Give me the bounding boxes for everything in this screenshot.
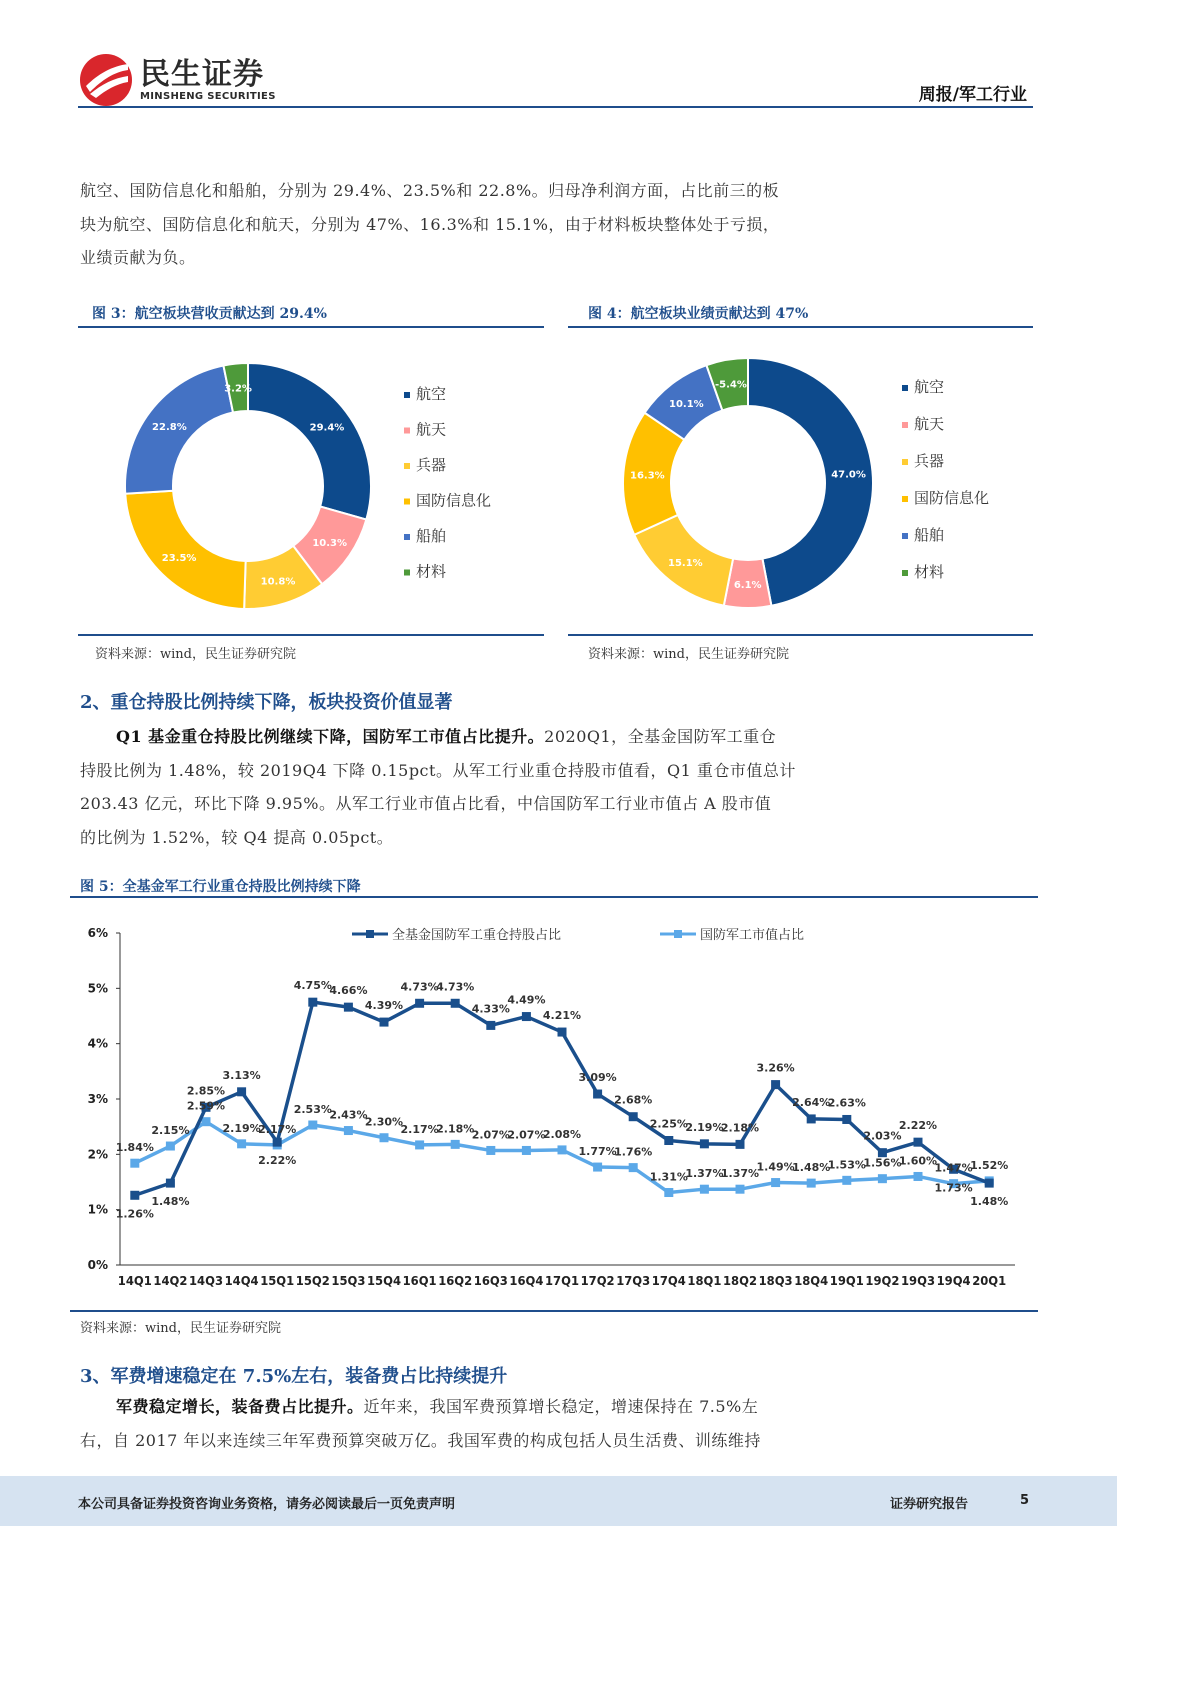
- fig5-series-0-label-16: 2.19%: [685, 1120, 724, 1134]
- fig5-y-tick-label-1: 1%: [87, 1202, 108, 1217]
- fig5-x-tick-label-0: 14Q1: [117, 1274, 152, 1288]
- section-2-line-3: 203.43 亿元，环比下降 9.95%。从军工行业市值占比看，中信国防军工行业市值占 A 股市值: [80, 794, 772, 813]
- intro-paragraph: [80, 174, 779, 275]
- fig5-series-1-point-0: [130, 1159, 139, 1168]
- fig4-legend-label-0: 航空: [914, 378, 945, 396]
- fig5-line-chart: [70, 900, 1038, 1308]
- fig5-x-tick-label-7: 15Q4: [367, 1274, 401, 1288]
- fig4-slice-label-2: 15.1%: [667, 558, 703, 570]
- fig5-series-1-label-12: 2.08%: [542, 1127, 582, 1141]
- fig5-series-0-point-6: [344, 1003, 353, 1012]
- fig5-series-0-label-24: 1.48%: [970, 1195, 1009, 1209]
- fig5-series-1-point-22: [914, 1172, 923, 1181]
- section-2-line-1: 2020Q1，全基金国防军工重仓: [544, 727, 777, 746]
- fig5-series-1-label-14: 1.76%: [614, 1145, 653, 1159]
- fig5-series-0-label-2: 2.85%: [186, 1084, 226, 1098]
- fig4-legend-marker-0: [902, 385, 908, 391]
- fig3-legend-label-3: 国防信息化: [416, 491, 492, 510]
- fig5-legend-marker-0: [366, 930, 374, 938]
- fig5-series-0-point-7: [380, 1018, 389, 1027]
- fig5-series-0-point-12: [558, 1028, 567, 1037]
- fig5-y-tick-label-6: 6%: [87, 926, 108, 940]
- footer-doc-type: 证券研究报告: [890, 1497, 969, 1512]
- fig5-series-0-point-17: [736, 1140, 745, 1149]
- brand-logo: [78, 52, 276, 108]
- fig5-series-1-point-3: [237, 1139, 246, 1148]
- fig5-series-0-label-21: 2.03%: [863, 1129, 902, 1143]
- fig5-series-0-point-8: [415, 999, 424, 1008]
- fig5-x-tick-label-20: 19Q1: [829, 1274, 864, 1288]
- fig5-series-0-point-1: [166, 1179, 175, 1188]
- fig5-series-1-label-18: 1.49%: [756, 1160, 795, 1174]
- footer-bar: [0, 1476, 1117, 1526]
- fig5-x-tick-label-14: 17Q3: [616, 1274, 651, 1288]
- fig5-series-0-point-20: [842, 1115, 851, 1124]
- fig5-x-tick-label-2: 14Q3: [189, 1274, 223, 1288]
- header-divider: [78, 106, 1033, 108]
- fig4-title: 图 4：航空板块业绩贡献达到 47%: [588, 306, 809, 322]
- fig5-series-1-label-23: 1.47%: [934, 1161, 973, 1175]
- fig5-legend-marker-1: [674, 930, 682, 938]
- fig5-series-0-label-14: 2.68%: [614, 1093, 653, 1107]
- fig5-x-tick-label-22: 19Q3: [901, 1274, 935, 1288]
- fig4-source: 资料来源：wind，民生证券研究院: [588, 647, 789, 662]
- fig5-series-1-point-5: [308, 1121, 317, 1130]
- fig4-legend-marker-4: [902, 533, 908, 539]
- section-2-title: 2、重仓持股比例持续下降，板块投资价值显著: [80, 692, 453, 713]
- fig5-series-0-label-17: 2.18%: [720, 1121, 760, 1135]
- fig5-series-1-point-20: [842, 1176, 851, 1185]
- fig5-y-tick-label-2: 2%: [87, 1147, 108, 1162]
- fig5-series-1-label-3: 2.19%: [222, 1121, 261, 1135]
- fig5-series-0-label-1: 1.48%: [151, 1195, 190, 1209]
- fig5-series-0-point-18: [771, 1080, 780, 1089]
- fig5-x-tick-label-15: 17Q4: [651, 1274, 686, 1288]
- fig4-legend-label-2: 兵器: [914, 452, 945, 470]
- fig5-source: 资料来源：wind，民生证券研究院: [80, 1321, 281, 1336]
- fig5-series-0-label-11: 4.49%: [507, 993, 546, 1007]
- fig5-series-1-label-0: 1.84%: [115, 1141, 154, 1155]
- fig5-top-rule: [70, 896, 1038, 898]
- fig5-x-tick-label-8: 16Q1: [402, 1274, 437, 1288]
- fig5-series-1-label-22: 1.60%: [898, 1154, 938, 1168]
- fig3-slice-label-2: 10.8%: [260, 576, 296, 588]
- fig4-slice-label-3: 16.3%: [630, 470, 665, 482]
- fig3-legend-label-5: 材料: [416, 562, 447, 581]
- section-3-paragraph: [80, 1390, 761, 1457]
- fig5-series-1-label-21: 1.56%: [863, 1156, 902, 1170]
- fig5-series-1-point-13: [593, 1163, 602, 1172]
- fig5-series-0-label-15: 2.25%: [649, 1117, 688, 1131]
- fig5-series-1-label-24: 1.52%: [970, 1158, 1009, 1172]
- fig5-x-tick-label-23: 19Q4: [936, 1274, 971, 1288]
- fig4-bottom-rule: [568, 634, 1033, 636]
- fig5-series-0-point-13: [593, 1090, 602, 1099]
- fig4-legend-marker-1: [902, 422, 908, 428]
- fig5-series-1-label-20: 1.53%: [827, 1158, 866, 1172]
- fig3-legend-marker-4: [404, 534, 410, 540]
- fig5-series-1-point-16: [700, 1185, 709, 1194]
- fig5-series-1-point-2: [202, 1117, 211, 1126]
- fig5-series-0-label-18: 3.26%: [756, 1061, 795, 1075]
- fig5-series-0-point-14: [629, 1112, 638, 1121]
- fig5-series-1-point-11: [522, 1146, 531, 1155]
- fig5-series-1-label-1: 2.15%: [151, 1124, 190, 1138]
- intro-line-2: 块为航空、国防信息化和航天，分别为 47%、16.3%和 15.1%，由于材料板块整体处于亏损，: [80, 214, 780, 234]
- fig5-x-tick-label-11: 16Q4: [509, 1274, 544, 1288]
- fig5-y-tick-label-5: 5%: [87, 981, 108, 996]
- fig5-x-tick-label-13: 17Q2: [580, 1274, 615, 1288]
- fig5-x-tick-label-5: 15Q2: [295, 1274, 330, 1288]
- fig5-x-tick-label-9: 16Q2: [438, 1274, 473, 1288]
- fig3-legend-label-4: 船舶: [416, 527, 447, 545]
- fig3-legend-marker-2: [404, 463, 410, 469]
- fig5-series-1-label-15: 1.31%: [649, 1170, 688, 1184]
- intro-line-3: 业绩贡献为负。: [80, 248, 196, 267]
- fig3-slice-label-5: 3.2%: [224, 383, 252, 395]
- fig5-series-1-label-4: 2.17%: [258, 1122, 297, 1136]
- fig4-slice-label-5: -5.4%: [715, 379, 747, 391]
- fig5-legend-label-0: 全基金国防军工重仓持股占比: [392, 928, 562, 943]
- fig5-y-tick-label-4: 4%: [87, 1036, 108, 1051]
- fig4-legend-label-4: 船舶: [914, 526, 945, 544]
- fig3-legend-marker-3: [404, 499, 410, 505]
- fig5-series-0-point-22: [914, 1138, 923, 1147]
- fig3-donut-chart: [78, 340, 544, 630]
- fig5-series-0-point-4: [273, 1138, 282, 1147]
- fig5-series-1-label-9: 2.18%: [436, 1122, 475, 1136]
- footer-disclaimer: 本公司具备证券投资咨询业务资格，请务必阅读最后一页免责声明: [78, 1497, 456, 1512]
- brand-name-en: MINSHENG SECURITIES: [140, 90, 276, 102]
- fig3-source: 资料来源：wind，民生证券研究院: [95, 647, 296, 662]
- fig4-legend-label-3: 国防信息化: [914, 489, 990, 507]
- fig3-slice-0: [248, 363, 371, 520]
- fig5-series-0-label-3: 3.13%: [222, 1068, 261, 1082]
- fig5-series-0-point-10: [486, 1021, 495, 1030]
- fig4-legend-marker-3: [902, 496, 908, 502]
- fig5-series-0-point-11: [522, 1012, 531, 1021]
- fig5-series-0-label-23: 1.73%: [934, 1181, 973, 1195]
- section-2-line-2: 持股比例为 1.48%，较 2019Q4 下降 0.15pct。从军工行业重仓持股市值看，Q1 重仓市值总计: [80, 760, 796, 780]
- fig5-x-tick-label-18: 18Q3: [758, 1274, 793, 1288]
- fig5-series-1-label-10: 2.07%: [471, 1128, 510, 1142]
- fig5-x-tick-label-24: 20Q1: [972, 1274, 1007, 1288]
- fig3-title: 图 3：航空板块营收贡献达到 29.4%: [92, 306, 327, 322]
- fig5-series-0-point-24: [985, 1179, 994, 1188]
- fig3-slice-3: [125, 491, 245, 609]
- fig3-legend-label-0: 航空: [416, 385, 447, 403]
- fig4-slice-label-4: 10.1%: [668, 399, 704, 411]
- fig5-series-1-label-11: 2.07%: [507, 1128, 546, 1142]
- section-2-paragraph: [80, 720, 796, 854]
- fig5-bottom-rule: [70, 1310, 1038, 1312]
- section-3-line-2: 右，自 2017 年以来连续三年军费预算突破万亿。我国军费的构成包括人员生活费、训练维持: [80, 1430, 761, 1450]
- fig5-series-1-point-7: [380, 1133, 389, 1142]
- fig5-series-0-label-9: 4.73%: [436, 980, 475, 994]
- fig5-series-0-point-15: [664, 1136, 673, 1145]
- fig5-series-0-label-6: 4.66%: [329, 984, 368, 998]
- fig5-series-1-label-17: 1.37%: [720, 1167, 760, 1181]
- fig5-series-0-label-10: 4.33%: [471, 1002, 510, 1016]
- fig5-series-0-label-20: 2.63%: [827, 1096, 866, 1110]
- fig3-slice-label-4: 22.8%: [152, 421, 187, 433]
- fig5-series-1-point-12: [558, 1145, 567, 1154]
- fig5-series-1-point-17: [736, 1185, 745, 1194]
- fig5-x-tick-label-16: 18Q1: [687, 1274, 722, 1288]
- fig3-slice-label-1: 10.3%: [312, 537, 348, 549]
- section-3-lead: 军费稳定增长，装备费占比提升。: [116, 1397, 364, 1416]
- section-2-lead: Q1 基金重仓持股比例继续下降，国防军工市值占比提升。: [116, 727, 545, 746]
- fig5-series-0-point-3: [237, 1087, 246, 1096]
- fig5-y-tick-label-3: 3%: [87, 1092, 108, 1106]
- fig5-x-tick-label-6: 15Q3: [331, 1274, 366, 1288]
- fig5-series-0-label-5: 4.75%: [293, 979, 332, 993]
- fig5-series-1-label-13: 1.77%: [578, 1145, 617, 1159]
- fig5-series-1-label-2: 2.59%: [186, 1099, 226, 1113]
- fig5-x-tick-label-19: 18Q4: [794, 1274, 829, 1288]
- fig3-legend-marker-1: [404, 428, 410, 434]
- fig4-slice-label-0: 47.0%: [831, 469, 866, 481]
- fig5-series-0-point-16: [700, 1139, 709, 1148]
- fig5-series-0-point-0: [130, 1191, 139, 1200]
- fig3-slice-label-0: 29.4%: [309, 422, 345, 434]
- brand-name-cn: 民生证券: [140, 56, 264, 92]
- fig5-title: 图 5：全基金军工行业重仓持股比例持续下降: [80, 879, 361, 895]
- fig3-legend-label-2: 兵器: [416, 456, 447, 474]
- fig5-series-1-label-8: 2.17%: [400, 1122, 439, 1136]
- fig5-series-0-label-22: 2.22%: [898, 1119, 938, 1133]
- fig5-series-1-point-8: [415, 1140, 424, 1149]
- fig4-legend-label-5: 材料: [914, 563, 945, 581]
- fig3-legend-marker-0: [404, 392, 410, 398]
- fig5-series-0-label-12: 4.21%: [542, 1009, 582, 1023]
- fig5-x-tick-label-1: 14Q2: [153, 1274, 188, 1288]
- fig4-legend-marker-2: [902, 459, 908, 465]
- fig5-series-0-point-19: [807, 1114, 816, 1123]
- fig5-x-tick-label-4: 15Q1: [260, 1274, 295, 1288]
- fig5-series-0-point-5: [308, 998, 317, 1007]
- section-3-line-1: 近年来，我国军费预算增长稳定，增速保持在 7.5%左: [363, 1397, 759, 1416]
- fig5-series-1-point-10: [486, 1146, 495, 1155]
- report-type: 周报/军工行业: [918, 85, 1027, 105]
- fig5-series-1-point-6: [344, 1126, 353, 1135]
- intro-line-1: 航空、国防信息化和船舶，分别为 29.4%、23.5%和 22.8%。归母净利润方面，占比前三的板: [80, 181, 780, 200]
- fig5-x-tick-label-3: 14Q4: [224, 1274, 259, 1288]
- fig5-series-1-point-19: [807, 1179, 816, 1188]
- fig4-legend-marker-5: [902, 570, 908, 576]
- fig5-series-0-point-9: [451, 999, 460, 1008]
- fig3-legend-label-1: 航天: [416, 420, 447, 439]
- minsheng-logo-icon: [78, 52, 134, 108]
- fig4-slice-label-1: 6.1%: [733, 579, 762, 591]
- fig3-legend-marker-5: [404, 570, 410, 576]
- fig5-series-1-label-6: 2.43%: [329, 1108, 368, 1122]
- fig5-series-0-label-4: 2.22%: [258, 1154, 297, 1168]
- fig5-series-1-point-9: [451, 1140, 460, 1149]
- fig5-series-1-point-14: [629, 1163, 638, 1172]
- fig5-y-tick-label-0: 0%: [87, 1258, 108, 1272]
- fig5-series-1-label-16: 1.37%: [685, 1167, 724, 1181]
- section-3-title: 3、军费增速稳定在 7.5%左右，装备费占比持续提升: [80, 1366, 508, 1387]
- fig3-bottom-rule: [78, 634, 544, 636]
- fig5-series-0-label-7: 4.39%: [364, 999, 404, 1013]
- fig3-top-rule: [78, 326, 544, 328]
- section-2-line-4: 的比例为 1.52%，较 Q4 提高 0.05pct。: [80, 827, 394, 847]
- fig5-series-1-label-7: 2.30%: [364, 1115, 404, 1129]
- fig4-donut-chart: [568, 340, 1033, 630]
- fig5-legend-label-1: 国防军工市值占比: [700, 928, 805, 943]
- fig5-series-0-label-0: 1.26%: [115, 1207, 154, 1221]
- fig5-x-tick-label-10: 16Q3: [473, 1274, 508, 1288]
- fig3-slice-label-3: 23.5%: [161, 553, 197, 565]
- fig5-series-1-point-18: [771, 1178, 780, 1187]
- fig4-top-rule: [568, 326, 1033, 328]
- fig5-x-tick-label-17: 18Q2: [723, 1274, 757, 1288]
- fig5-series-1-point-1: [166, 1142, 175, 1151]
- fig5-x-tick-label-12: 17Q1: [545, 1274, 579, 1288]
- fig5-series-0-label-19: 2.64%: [792, 1095, 831, 1109]
- fig5-series-0-label-13: 3.09%: [578, 1071, 617, 1085]
- fig4-legend-label-1: 航天: [914, 415, 945, 433]
- fig5-series-1-point-15: [664, 1188, 673, 1197]
- fig5-series-1-label-5: 2.53%: [293, 1103, 332, 1117]
- fig5-series-0-label-8: 4.73%: [400, 980, 439, 994]
- fig5-series-1-point-21: [878, 1174, 887, 1183]
- footer-page-number: 5: [1020, 1493, 1030, 1508]
- fig4-slice-0: [748, 358, 873, 606]
- fig5-series-1-label-19: 1.48%: [792, 1161, 831, 1175]
- fig5-x-tick-label-21: 19Q2: [865, 1274, 900, 1288]
